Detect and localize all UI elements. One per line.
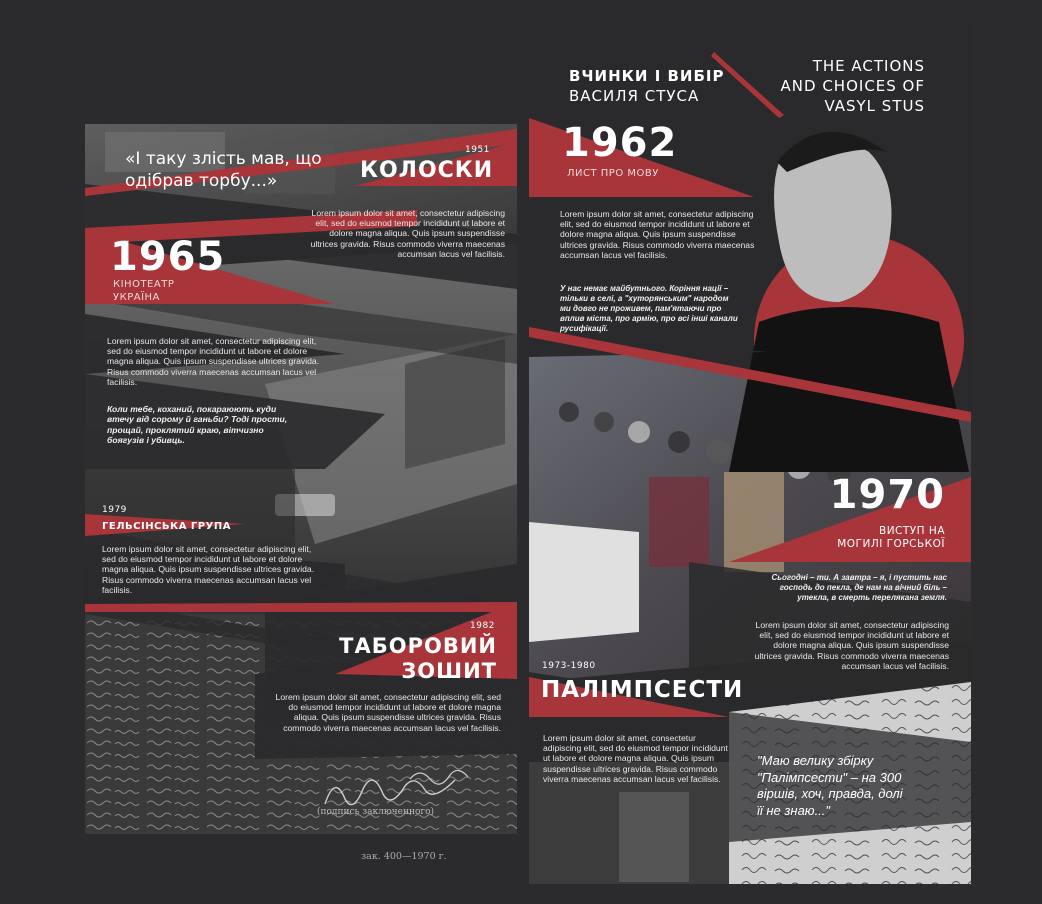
palimpsesty-year: 1973-1980 <box>542 661 596 671</box>
taborovyi-text: Lorem ipsum dolor sit amet, consectetur adipiscing elit, sed do eiusmod tempor incididunt ut labore et dolore magna aliqua. Quis ipsum suspendisse ultrices gravida. Risus commodo viverra maecenas accumsan lacus vel facilisis. <box>275 692 501 733</box>
palimpsesty-title: ПАЛІМПСЕСТИ <box>541 677 744 703</box>
taborovyi-title-line1: ТАБОРОВИЙ <box>339 634 497 658</box>
helsinki-text: Lorem ipsum dolor sit amet, consectetur adipiscing elit, sed do eiusmod tempor incididunt ut labore et dolore magna aliqua. Quis ipsum suspendisse ultrices gravida. Risus commodo viverra maecenas accumsan lacus vel facilisis. <box>102 544 315 595</box>
taborovyi-title-line2: ЗОШИТ <box>401 659 497 683</box>
title-en-line3: VASYL STUS <box>824 97 925 115</box>
kinoteatr-quote: Коли тебе, коханий, покараюють куди втечу від сорому й ганьби? Тоді прости, прощай, проклятий краю, вітчизно боягузів і убивць. <box>107 404 288 446</box>
kolosky-year: 1951 <box>465 145 490 155</box>
title-en-line1: THE ACTIONS <box>812 57 925 75</box>
kolosky-title: КОЛОСКИ <box>360 158 494 183</box>
palimpsesty-quote: "Маю велику збірку "Палімпсести" – на 300 віршів, хоч, правда, долі її не знаю..." <box>757 753 903 818</box>
lyst-text: Lorem ipsum dolor sit amet, consectetur adipiscing elit, sed do eiusmod tempor incididunt ut labore et dolore magna aliqua. Quis ipsum suspendisse ultrices gravida. Risus commodo viverra maecenas accumsan lacus vel facilisis. <box>560 209 755 260</box>
kinoteatr-text: Lorem ipsum dolor sit amet, consectetur adipiscing elit, sed do eiusmod tempor incididunt ut labore et dolore magna aliqua. Quis ipsum suspendisse ultrices gravida. Risus commodo viverra maecenas accumsan lacus vel facilisis. <box>107 336 320 387</box>
kinoteatr-year: 1965 <box>110 234 226 280</box>
kolosky-quote: «І таку злість мав, що одібрав торбу...» <box>125 149 322 191</box>
lyst-caption: ЛИСТ ПРО МОВУ <box>567 168 659 179</box>
signature-caption: (подпись заключенного) <box>317 807 435 817</box>
vystup-text: Lorem ipsum dolor sit amet, consectetur adipiscing elit, sed do eiusmod tempor incididunt ut labore et dolore magna aliqua. Quis ipsum suspendisse ultrices gravida. Risus commodo viverra maecenas accumsan lacus vel facilisis. <box>754 620 949 671</box>
lyst-year: 1962 <box>562 120 678 166</box>
archive-note: зак. 400—1970 г. <box>361 851 447 862</box>
vystup-caption-line2: МОГИЛІ ГОРСЬКОЇ <box>837 538 945 550</box>
title-en-line2: AND CHOICES OF <box>780 77 925 95</box>
title-ua-line1: ВЧИНКИ І ВИБІР <box>569 67 725 85</box>
taborovyi-year: 1982 <box>470 621 495 631</box>
kolosky-text: Lorem ipsum dolor sit amet, consectetur adipiscing elit, sed do eiusmod tempor incididunt ut labore et dolore magna aliqua. Quis ipsum suspendisse ultrices gravida. Risus commodo viverra maecenas accumsan lacus vel facilisis. <box>310 208 505 259</box>
kinoteatr-caption: КІНОТЕАТР УКРАЇНА <box>113 279 175 303</box>
vystup-quote: Сьогодні – ти. А завтра – я, і пустить нас господь до пекла, де нам на вічний біль – утекла, в смерть переляканa земля. <box>771 573 947 602</box>
palimpsesty-text: Lorem ipsum dolor sit amet, consectetur adipiscing elit, sed do eiusmod tempor incididunt ut labore et dolore magna aliqua. Quis ipsum suspendisse ultrices gravida. Risus commodo viverra maecenas accumsan lacus vel facilisis. <box>543 733 728 784</box>
vystup-year: 1970 <box>829 472 945 518</box>
title-ua-line2: ВАСИЛЯ СТУСА <box>569 87 700 105</box>
right-poster <box>529 22 971 884</box>
helsinki-title: ГЕЛЬСІНСЬКА ГРУПА <box>102 521 231 532</box>
left-poster <box>85 124 517 834</box>
helsinki-year: 1979 <box>102 505 127 515</box>
vystup-caption-line1: ВИСТУП НА <box>878 525 945 537</box>
lyst-quote: У нас немає майбутнього. Коріння нації – тільки в селі, а "хуторянським" народом ми довго не проживем, пам'ятаючи про вплив міста, про армію, про всі інші канали русифікації. <box>560 284 738 333</box>
